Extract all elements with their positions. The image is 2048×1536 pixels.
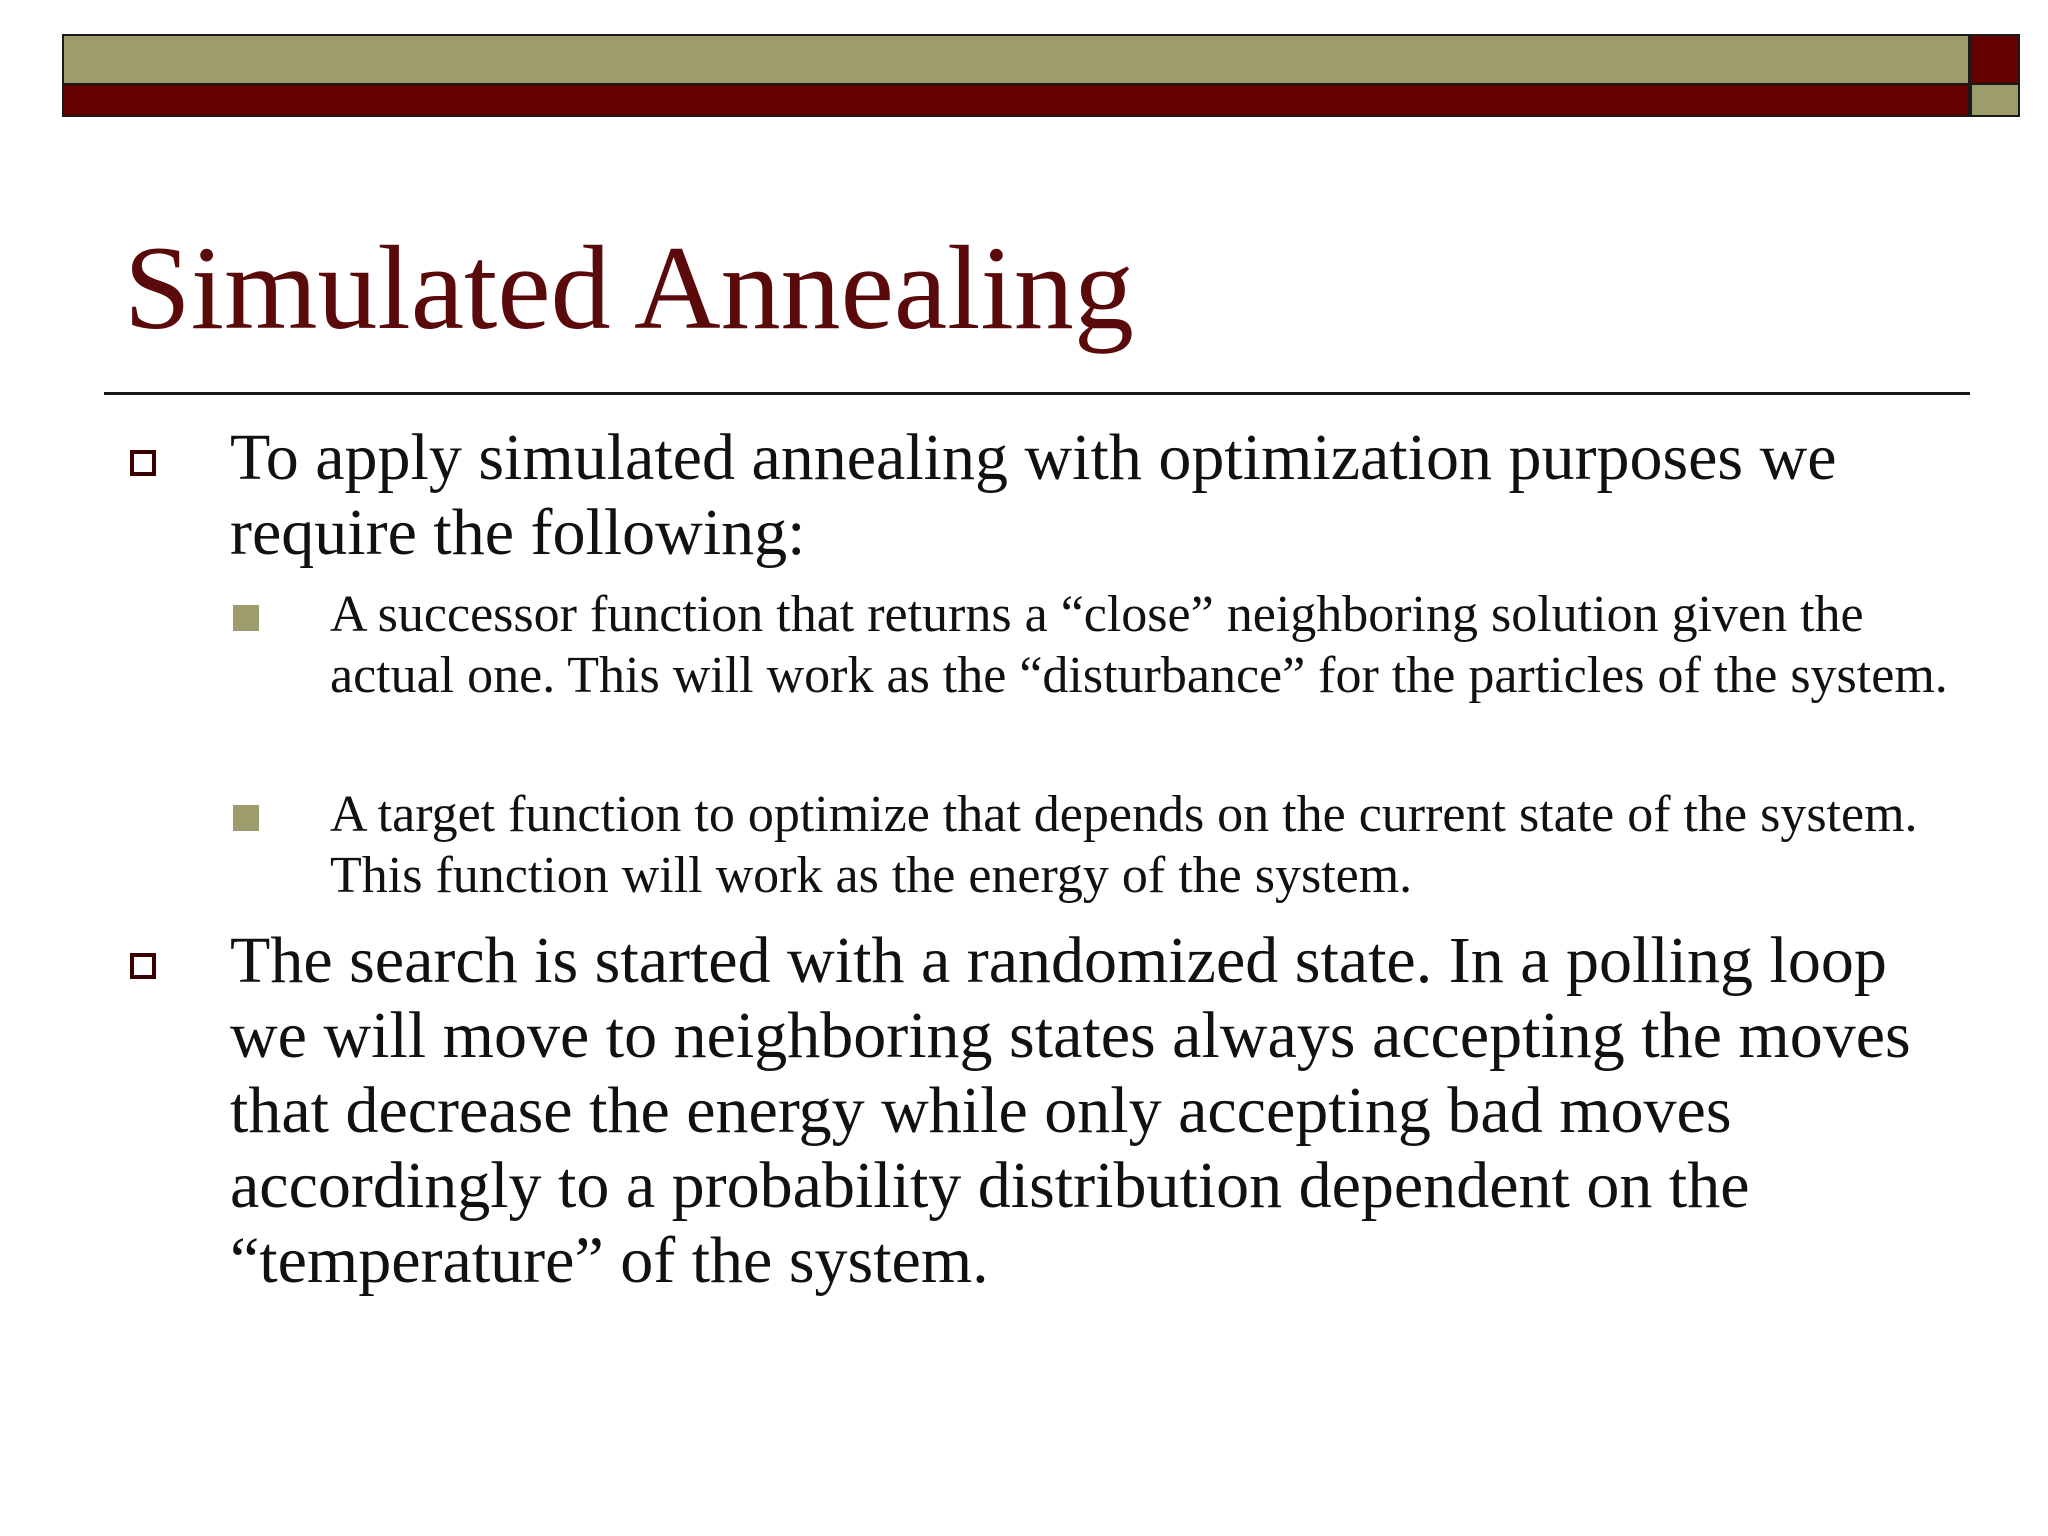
bullet-1-text: To apply simulated annealing with optimization purposes we require the following: <box>230 421 1837 569</box>
filled-square-bullet-icon <box>233 805 259 831</box>
header-corner-olive-block <box>1970 85 2020 117</box>
header-band-olive <box>62 34 1970 85</box>
hollow-square-bullet-icon <box>130 450 156 476</box>
sub-bullet-2-text: A target function to optimize that depends on the current state of the system. This function will work as the energy of the system. <box>330 786 1918 904</box>
header-corner-red-block <box>1970 34 2020 85</box>
hollow-square-bullet-icon <box>130 953 156 979</box>
bullet-2-text: The search is started with a randomized state. In a polling loop we will move to neighboring states always accepting the moves that decrease the energy while only accepting bad moves accordingly to a probability distribution dependent on the “temperature” of the system. <box>230 924 1911 1297</box>
title-divider <box>104 392 1970 395</box>
filled-square-bullet-icon <box>233 605 259 631</box>
sub-bullet-1-text: A successor function that returns a “close” neighboring solution given the actual one. This will work as the “disturbance” for the particles of the system. <box>330 586 1948 704</box>
slide-title: Simulated Annealing <box>124 221 1134 354</box>
header-band-red <box>62 85 1970 117</box>
